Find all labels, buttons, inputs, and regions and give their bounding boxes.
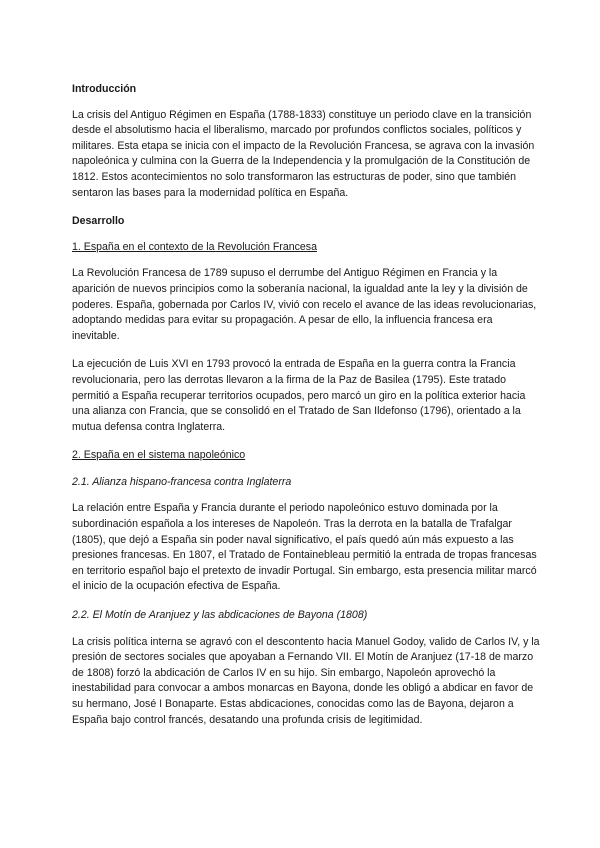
section-1-paragraph-1: La Revolución Francesa de 1789 supuso el derrumbe del Antiguo Régimen en Francia y la aparición de nuevos principios como la soberanía nacional, la igualdad ante la ley y la división de poderes. España, gobernada por Carlos IV, vivió con recelo el avance de las ideas revolucionarias, adoptando medidas para evitar su propagación. A pesar de ello, la influencia francesa era inevitable. bbox=[72, 267, 537, 342]
intro-heading: Introducción bbox=[72, 83, 137, 95]
section-1-title: 1. España en el contexto de la Revolución Francesa bbox=[72, 240, 317, 253]
section-2-title: 2. España en el sistema napoleónico bbox=[72, 449, 246, 462]
section-1-paragraph-2: La ejecución de Luis XVI en 1793 provocó la entrada de España en la guerra contra la Francia revolucionaria, pero las derrotas llevaron a la firma de la Paz de Basilea (1795). Este tratado permitió a España recuperar territorios ocupados, pero marcó un giro en la política exterior hacia una alianza con Francia, que se consolidó en el Tratado de San Ildefonso (1796), orientado a la mutua defensa contra Inglaterra. bbox=[72, 358, 526, 433]
subsection-2-2-paragraph: La crisis política interna se agravó con el descontento hacia Manuel Godoy, valido de Carlos IV, y la presión de sectores sociales que apoyaban a Fernando VII. El Motín de Aranjuez (17-18 de marzo de 1808) forzó la abdicación de Carlos IV en su hijo. Sin embargo, Napoleón aprovechó la inestabilidad para convocar a ambos monarcas en Bayona, donde les obligó a abdicar en favor de su hermano, José I Bonaparte. Estas abdicaciones, conocidas como las de Bayona, dejaron a España bajo control francés, desatando una profunda crisis de legitimidad. bbox=[72, 635, 540, 726]
intro-paragraph: La crisis del Antiguo Régimen en España (1788-1833) constituye un periodo clave en la transición desde el absolutismo hacia el liberalismo, marcado por profundos conflictos sociales, políticos y militares. Esta etapa se inicia con el impacto de la Revolución Francesa, se agrava con la invasión napoleónica y culmina con la Guerra de la Independencia y la promulgación de la Constitución de 1812. Estos acontecimientos no solo transformaron las estructuras de poder, sino que también sentaron las bases para la modernidad política en España. bbox=[72, 108, 535, 199]
subsection-2-1-title: 2.1. Alianza hispano-francesa contra Inglaterra bbox=[72, 475, 292, 488]
subsection-2-1-paragraph: La relación entre España y Francia durante el periodo napoleónico estuvo dominada por la subordinación española a los intereses de Napoleón. Tras la derrota en la batalla de Trafalgar (1805), que dejó a España sin poder naval significativo, el país quedó aún más expuesto a las presiones francesas. En 1807, el Tratado de Fontainebleau permitió la entrada de tropas francesas en territorio español bajo el pretexto de invadir Portugal. Sin embargo, esta presencia militar marcó el inicio de la ocupación efectiva de España. bbox=[72, 502, 537, 593]
subsection-2-2-title: 2.2. El Motín de Aranjuez y las abdicaciones de Bayona (1808) bbox=[72, 609, 368, 622]
development-heading: Desarrollo bbox=[72, 215, 125, 228]
